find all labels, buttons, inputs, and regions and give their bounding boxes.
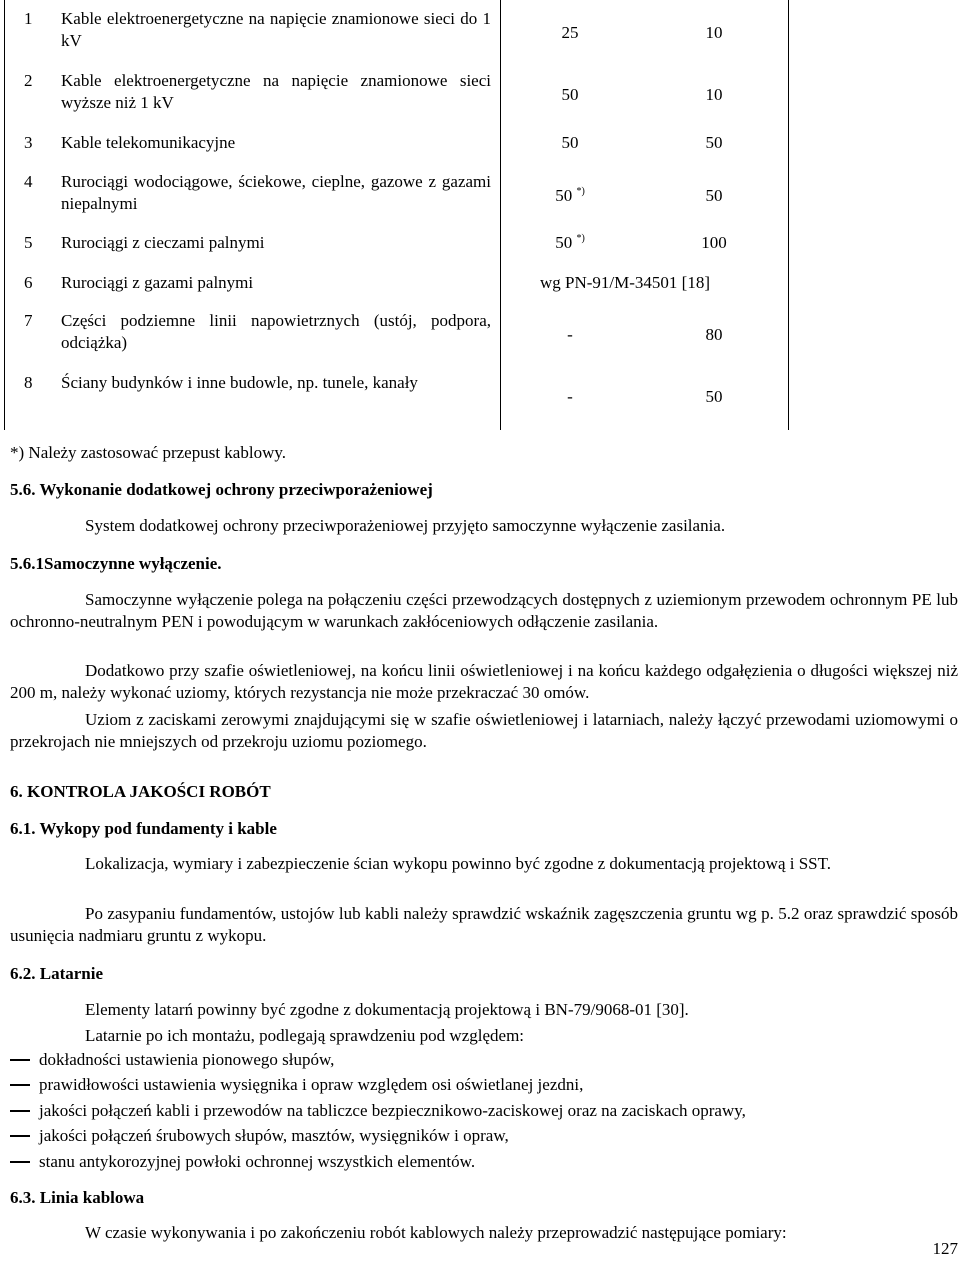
paragraph: Uziom z zaciskami zerowymi znajdującymi się w szafie oświetleniowej i latarniach, należy łączyć przewodami uziomowymi o przekrojach nie mniejszych od przekroju uziomu poziomego. xyxy=(10,710,958,752)
table-row xyxy=(4,132,788,160)
paragraph: Po zasypaniu fundamentów, ustojów lub kabli należy sprawdzić wskaźnik zagęszczenia gruntu wg p. 5.2 oraz sprawdzić sposób usunięcia nadmiaru gruntu z wykopu. xyxy=(10,904,958,946)
row-number: 1 xyxy=(24,9,33,28)
list-item-text: dokładności ustawienia pionowego słupów, xyxy=(39,1050,335,1069)
section-heading-6-3: 6.3. Linia kablowa xyxy=(10,1188,145,1207)
paragraph: Lokalizacja, wymiary i zabezpieczenie ścian wykopu powinno być zgodne z dokumentacją projektową i SST. xyxy=(85,854,832,873)
row-value-a: 50 *) xyxy=(555,233,585,252)
section-heading-5-6: 5.6. Wykonanie dodatkowej ochrony przeciwporażeniowej xyxy=(10,480,433,499)
distance-table xyxy=(4,0,788,430)
section-heading-5-6-1: 5.6.1Samoczynne wyłączenie. xyxy=(10,554,222,573)
list-item-text: stanu antykorozyjnej powłoki ochronnej wszystkich elementów. xyxy=(39,1152,476,1171)
table-row xyxy=(4,232,788,260)
section-heading-6-1: 6.1. Wykopy pod fundamenty i kable xyxy=(10,819,277,838)
paragraph: Latarnie po ich montażu, podlegają sprawdzeniu pod względem: xyxy=(85,1026,525,1045)
table-row xyxy=(4,272,788,300)
list-item-text: jakości połączeń śrubowych słupów, masztów, wysięgników i opraw, xyxy=(39,1126,509,1145)
row-description: Rurociągi z cieczami palnymi xyxy=(61,233,265,252)
table-row xyxy=(4,171,788,227)
row-value-b: 50 xyxy=(705,387,723,406)
table-footnote: *) Należy zastosować przepust kablowy. xyxy=(10,443,286,462)
row-number: 2 xyxy=(24,71,33,90)
row-value-b: 80 xyxy=(705,325,723,344)
row-value-b: 50 xyxy=(705,186,723,205)
row-description: Części podziemne linii napowietrznych (ustój, podpora, odciążka) xyxy=(61,311,491,353)
table-row xyxy=(4,8,788,64)
row-value-a: 50 xyxy=(561,85,579,104)
row-value-b: 10 xyxy=(705,23,723,42)
footnote-marker: *) xyxy=(576,186,585,197)
page-number: 127 xyxy=(932,1239,958,1258)
table-row xyxy=(4,70,788,126)
row-number: 3 xyxy=(24,133,33,152)
list-item-text: jakości połączeń kabli i przewodów na tabliczce bezpiecznikowo-zaciskowej oraz na zaciskach oprawy, xyxy=(39,1101,746,1120)
row-value-a: 25 xyxy=(561,23,579,42)
paragraph: Elementy latarń powinny być zgodne z dokumentacją projektową i BN-79/9068-01 [30]. xyxy=(85,1000,689,1019)
row-value-a: - xyxy=(567,325,573,344)
row-value-b: 100 xyxy=(701,233,727,252)
row-value-a: - xyxy=(567,387,573,406)
row-value-span: wg PN-91/M-34501 [18] xyxy=(540,273,710,292)
table-row xyxy=(4,372,788,428)
row-description: Kable elektroenergetyczne na napięcie znamionowe sieci wyższe niż 1 kV xyxy=(61,71,491,113)
table-row xyxy=(4,310,788,366)
row-number: 6 xyxy=(24,273,33,292)
row-number: 4 xyxy=(24,172,33,191)
section-heading-6: 6. KONTROLA JAKOŚCI ROBÓT xyxy=(10,782,271,801)
section-5-6-text: System dodatkowej ochrony przeciwporażeniowej przyjęto samoczynne wyłączenie zasilania. xyxy=(85,516,726,535)
row-value-a: 50 xyxy=(561,133,579,152)
row-description: Kable elektroenergetyczne na napięcie znamionowe sieci do 1 kV xyxy=(61,9,491,51)
row-number: 5 xyxy=(24,233,33,252)
paragraph: Samoczynne wyłączenie polega na połączeniu części przewodzących dostępnych z uziemionym przewodem ochronnym PE lub ochronno-neutralnym PEN i powodującym w warunkach zakłóceniowych odłączenie zasilania. xyxy=(10,590,958,632)
table-border-right xyxy=(788,0,789,430)
section-heading-6-2: 6.2. Latarnie xyxy=(10,964,104,983)
row-description: Rurociągi wodociągowe, ściekowe, cieplne, gazowe z gazami niepalnymi xyxy=(61,172,491,214)
row-value-b: 50 xyxy=(705,133,723,152)
footnote-marker: *) xyxy=(576,233,585,244)
paragraph: Dodatkowo przy szafie oświetleniowej, na końcu linii oświetleniowej i na końcu każdego odgałęzienia o długości większej niż 200 m, należy wykonać uziomy, których rezystancja nie może przekraczać 30 omów. xyxy=(10,661,958,703)
row-value-b: 10 xyxy=(705,85,723,104)
list-item-text: prawidłowości ustawienia wysięgnika i opraw względem osi oświetlanej jezdni, xyxy=(39,1075,584,1094)
row-number: 7 xyxy=(24,311,33,330)
row-description: Ściany budynków i inne budowle, np. tunele, kanały xyxy=(61,373,418,392)
row-value-a: 50 *) xyxy=(555,186,585,205)
row-description: Rurociągi z gazami palnymi xyxy=(61,273,254,292)
row-description: Kable telekomunikacyjne xyxy=(61,133,236,152)
paragraph: W czasie wykonywania i po zakończeniu robót kablowych należy przeprowadzić następujące pomiary: xyxy=(85,1223,787,1242)
row-number: 8 xyxy=(24,373,33,392)
